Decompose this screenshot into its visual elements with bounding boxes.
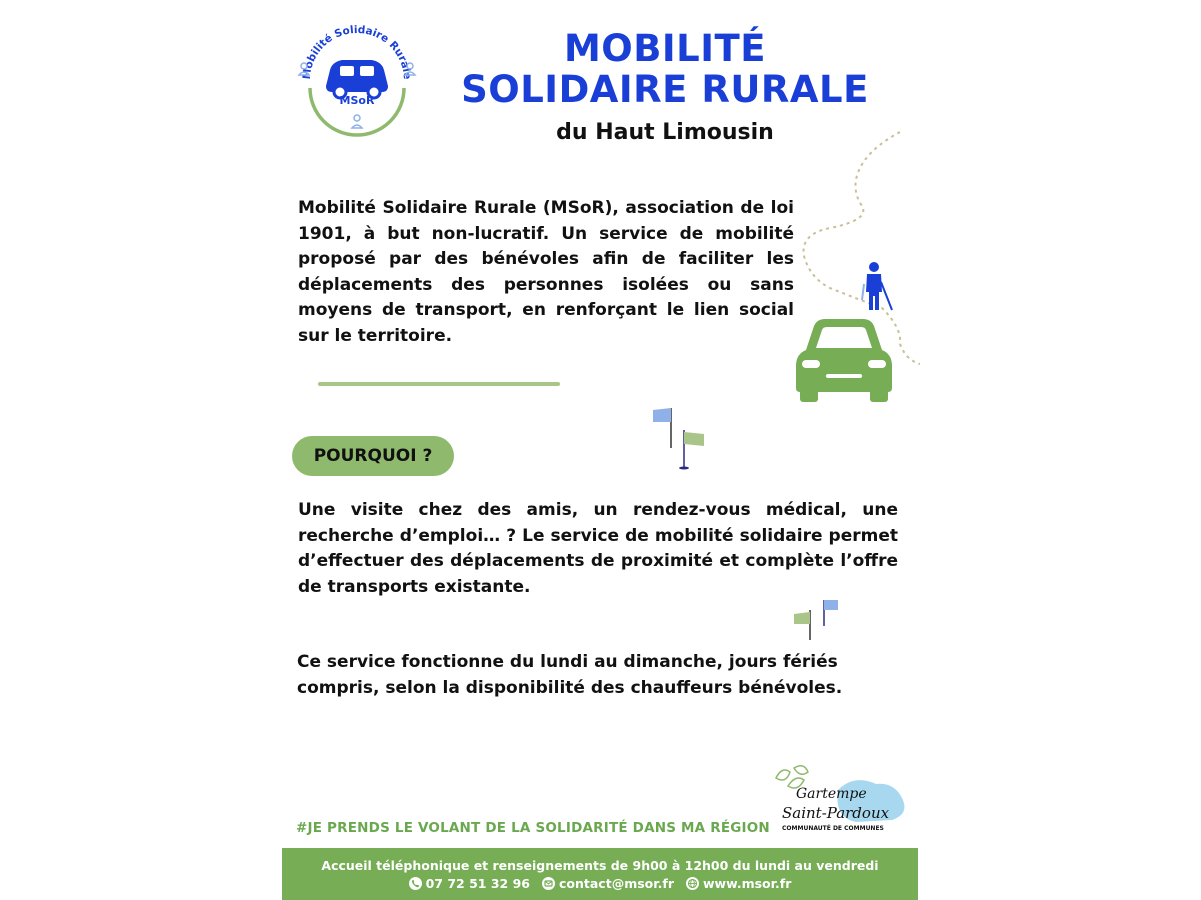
leaf-icon: [776, 766, 808, 788]
page-title: [430, 28, 900, 110]
contact-footer: [282, 848, 918, 900]
title-line-2: SOLIDAIRE RURALE: [461, 68, 869, 111]
flag-icon-2: [790, 596, 842, 642]
partner-tagline: COMMUNAUTÉ DE COMMUNES: [782, 825, 884, 832]
partner-logo: [768, 764, 908, 836]
globe-icon: [686, 877, 699, 890]
email-contact[interactable]: [542, 876, 674, 891]
hashtag-slogan: #JE PRENDS LE VOLANT DE LA SOLIDARITÉ DANS MA RÉGION: [296, 820, 770, 836]
phone-contact[interactable]: [409, 876, 530, 891]
phone-icon: [409, 877, 422, 890]
email-address: contact@msor.fr: [559, 876, 674, 891]
divider: [318, 382, 560, 386]
msor-logo: [296, 18, 418, 140]
pedestrian-icon: [858, 260, 896, 314]
service-paragraph: Ce service fonctionne du lundi au dimanche, jours fériés compris, selon la disponibilité des chauffeurs bénévoles.: [297, 652, 843, 698]
why-paragraph: Une visite chez des amis, un rendez-vous médical, une recherche d’emploi… ? Le service de mobilité solidaire permet d’effectuer des déplacements de proximité et complète l’offre de transports existante.: [298, 500, 898, 597]
email-icon: [542, 877, 555, 890]
partner-name-1: Gartempe: [796, 786, 867, 802]
footer-hours: Accueil téléphonique et renseignements de 9h00 à 12h00 du lundi au vendredi: [321, 858, 879, 873]
logo-arc-text: Mobilité Solidaire Rurale: [300, 23, 414, 80]
why-heading-pill: POURQUOI ?: [292, 436, 454, 476]
flag-icon: [650, 404, 710, 472]
title-line-1: MOBILITÉ: [563, 27, 767, 70]
green-car-icon: [792, 316, 896, 402]
footer-contacts: [282, 876, 918, 891]
page-subtitle: du Haut Limousin: [556, 120, 774, 145]
intro-paragraph: Mobilité Solidaire Rurale (MSoR), association de loi 1901, à but non-lucratif. Un service de mobilité proposé par des bénévoles afin de faciliter les déplacements des personnes isolées ou sans moyens de transport, en renforçant le lien social sur le territoire.: [298, 198, 794, 346]
phone-number: 07 72 51 32 96: [425, 876, 530, 891]
logo-acronym: MSoR: [339, 94, 375, 107]
partner-name-2: Saint-Pardoux: [782, 804, 890, 822]
website-url: www.msor.fr: [702, 876, 792, 891]
website-contact[interactable]: [686, 876, 791, 891]
car-icon: [326, 60, 388, 98]
